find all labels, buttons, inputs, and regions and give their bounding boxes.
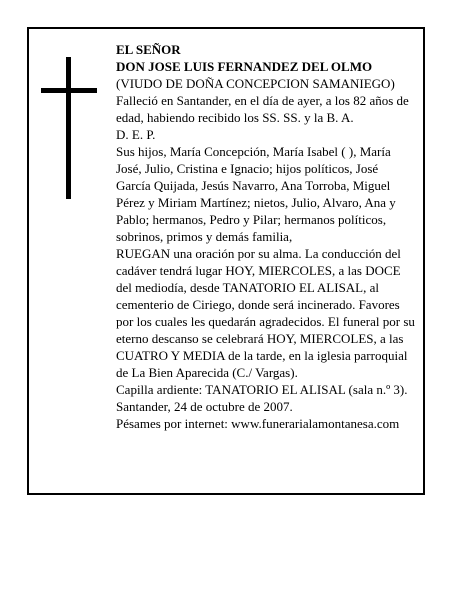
death-announcement: Falleció en Santander, en el día de ayer, a los 82 años de edad, habiendo recibido los SS. SS. y la B. A. [116, 93, 409, 125]
widower-line: (VIUDO DE DOÑA CONCEPCION SAMANIEGO) [116, 76, 395, 91]
family-list: Sus hijos, María Concepción, María Isabel ( ), María José, Julio, Cristina e Ignacio; hijos políticos, José García Quijada, Jesús Navarro, Ana Torroba, Miguel Pérez y Miriam Martínez; nietos, Julio, Alvaro, Ana y Pablo; hermanos, Pedro y Pilar; hermanos políticos, sobrinos, primos y demás familia, [116, 144, 396, 244]
cross-vertical-bar [66, 57, 71, 199]
dep-line: D. E. P. [116, 127, 156, 142]
chapel-line: Capilla ardiente: TANATORIO EL ALISAL (sala n.º 3). [116, 382, 408, 397]
request-paragraph: RUEGAN una oración por su alma. La conducción del cadáver tendrá lugar HOY, MIERCOLES, a las DOCE del mediodía, desde TANATORIO EL ALISAL, al cementerio de Ciriego, donde será incinerado. Favores por los cuales les quedarán agradecidos. El funeral por su eterno descanso se celebrará HOY, MIERCOLES, a las CUATRO Y MEDIA de la tarde, en la iglesia parroquial de La Bien Aparecida (C./ Vargas). [116, 246, 415, 380]
deceased-name: DON JOSE LUIS FERNANDEZ DEL OLMO [116, 59, 373, 74]
notice-text [116, 41, 416, 432]
condolences-line: Pésames por internet: www.funerarialamontanesa.com [116, 416, 400, 431]
notice-title: EL SEÑOR [116, 42, 181, 57]
obituary-notice [27, 27, 425, 495]
cross-icon [41, 57, 97, 199]
cross-horizontal-bar [41, 88, 97, 93]
place-date: Santander, 24 de octubre de 2007. [116, 399, 293, 414]
